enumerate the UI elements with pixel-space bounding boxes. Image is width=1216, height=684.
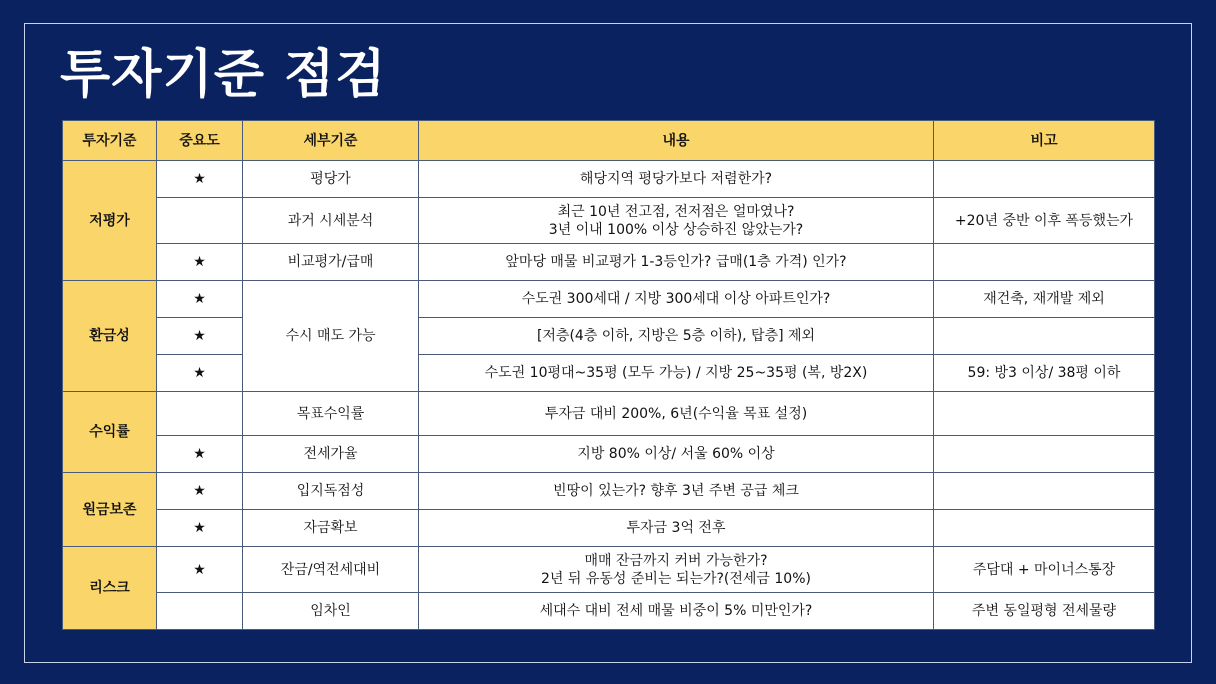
note-cell: 주변 동일평형 전세물량 [934, 593, 1155, 630]
content-cell: 투자금 3억 전후 [419, 510, 934, 547]
detail-cell: 전세가율 [243, 436, 419, 473]
category-undervalued: 저평가 [63, 161, 157, 281]
category-liquidity: 환금성 [63, 281, 157, 392]
table-row [63, 161, 1155, 198]
header-importance: 중요도 [157, 121, 243, 161]
category-risk: 리스크 [63, 547, 157, 630]
importance-empty [157, 198, 243, 244]
star-icon: ★ [157, 436, 243, 473]
table-row [63, 244, 1155, 281]
note-cell: +20년 중반 이후 폭등했는가 [934, 198, 1155, 244]
category-principal: 원금보존 [63, 473, 157, 547]
header-detail: 세부기준 [243, 121, 419, 161]
note-cell [934, 392, 1155, 436]
table-row [63, 318, 1155, 355]
note-cell: 주담대 + 마이너스통장 [934, 547, 1155, 593]
detail-cell: 비교평가/급매 [243, 244, 419, 281]
importance-empty [157, 392, 243, 436]
table-row [63, 355, 1155, 392]
star-icon: ★ [157, 355, 243, 392]
note-cell [934, 161, 1155, 198]
detail-cell: 과거 시세분석 [243, 198, 419, 244]
importance-empty [157, 593, 243, 630]
table-row [63, 392, 1155, 436]
content-cell: 매매 잔금까지 커버 가능한가? 2년 뒤 유동성 준비는 되는가?(전세금 10%) [419, 547, 934, 593]
table-row [63, 281, 1155, 318]
star-icon: ★ [157, 161, 243, 198]
star-icon: ★ [157, 473, 243, 510]
detail-cell: 임차인 [243, 593, 419, 630]
note-cell [934, 318, 1155, 355]
content-cell: 수도권 10평대~35평 (모두 가능) / 지방 25~35평 (복, 방2X) [419, 355, 934, 392]
content-cell: 수도권 300세대 / 지방 300세대 이상 아파트인가? [419, 281, 934, 318]
table-row [63, 198, 1155, 244]
header-note: 비고 [934, 121, 1155, 161]
table-row [63, 510, 1155, 547]
note-cell [934, 436, 1155, 473]
content-cell: 지방 80% 이상/ 서울 60% 이상 [419, 436, 934, 473]
header-content: 내용 [419, 121, 934, 161]
table-header-row [63, 121, 1155, 161]
detail-cell: 평당가 [243, 161, 419, 198]
content-cell: [저층(4층 이하, 지방은 5층 이하), 탑층] 제외 [419, 318, 934, 355]
table-row [63, 547, 1155, 593]
content-cell: 최근 10년 전고점, 전저점은 얼마였나? 3년 이내 100% 이상 상승하진 않았는가? [419, 198, 934, 244]
content-cell: 해당지역 평당가보다 저렴한가? [419, 161, 934, 198]
star-icon: ★ [157, 547, 243, 593]
detail-cell: 잔금/역전세대비 [243, 547, 419, 593]
note-cell: 59: 방3 이상/ 38평 이하 [934, 355, 1155, 392]
star-icon: ★ [157, 510, 243, 547]
content-cell: 빈땅이 있는가? 향후 3년 주변 공급 체크 [419, 473, 934, 510]
content-cell: 투자금 대비 200%, 6년(수익율 목표 설정) [419, 392, 934, 436]
note-cell [934, 244, 1155, 281]
detail-cell: 목표수익률 [243, 392, 419, 436]
content-cell: 앞마당 매물 비교평가 1-3등인가? 급매(1층 가격) 인가? [419, 244, 934, 281]
detail-cell: 입지독점성 [243, 473, 419, 510]
note-cell [934, 510, 1155, 547]
note-cell: 재건축, 재개발 제외 [934, 281, 1155, 318]
table-row [63, 473, 1155, 510]
category-yield: 수익률 [63, 392, 157, 473]
criteria-table [62, 120, 1155, 630]
star-icon: ★ [157, 244, 243, 281]
note-cell [934, 473, 1155, 510]
table-row [63, 593, 1155, 630]
table-row [63, 436, 1155, 473]
star-icon: ★ [157, 281, 243, 318]
detail-cell: 자금확보 [243, 510, 419, 547]
header-criteria: 투자기준 [63, 121, 157, 161]
detail-cell: 수시 매도 가능 [243, 281, 419, 392]
content-cell: 세대수 대비 전세 매물 비중이 5% 미만인가? [419, 593, 934, 630]
star-icon: ★ [157, 318, 243, 355]
page-title: 투자기준 점검 [60, 45, 387, 105]
